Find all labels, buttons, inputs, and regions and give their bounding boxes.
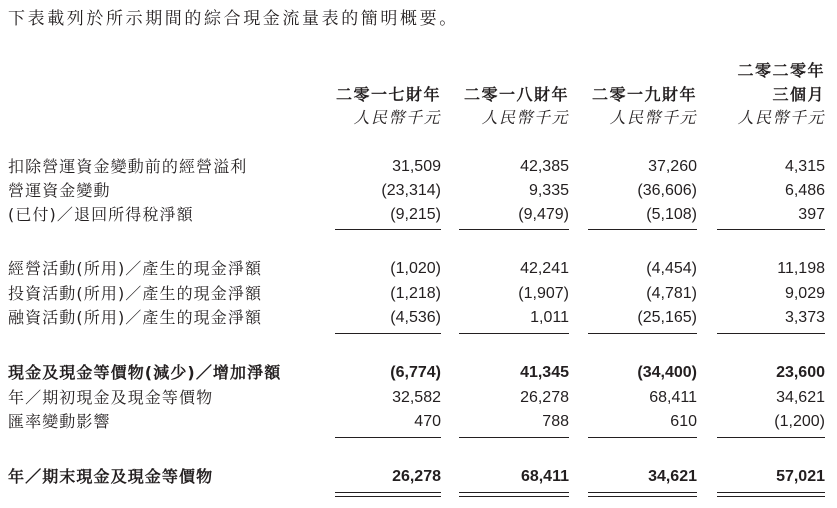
column-unit: 人民幣千元	[609, 108, 697, 127]
row-value: 34,621	[648, 468, 697, 485]
column-unit: 人民幣千元	[737, 108, 825, 127]
row-value: 9,029	[784, 285, 825, 302]
row-value: 42,241	[520, 260, 569, 277]
row-value: 37,260	[648, 158, 697, 175]
row-value: (1,218)	[390, 285, 441, 302]
total-double-rule	[717, 496, 825, 497]
row-value: 4,315	[784, 158, 825, 175]
row-value: (9,215)	[390, 206, 441, 223]
total-double-rule	[717, 492, 825, 493]
total-double-rule	[335, 496, 441, 497]
row-label: 年／期末現金及現金等價物	[8, 467, 214, 486]
subtotal-rule	[588, 229, 697, 230]
row-label: 融資活動(所用)／產生的現金淨額	[8, 308, 263, 327]
row-value: 3,373	[784, 309, 825, 326]
column-header: 三個月	[772, 85, 825, 104]
row-value: 41,345	[520, 364, 569, 381]
row-value: (1,200)	[774, 413, 825, 430]
subtotal-rule	[335, 229, 441, 230]
row-label: 扣除營運資金變動前的經營溢利	[8, 157, 248, 176]
row-value: 57,021	[776, 468, 825, 485]
row-value: (5,108)	[646, 206, 697, 223]
total-double-rule	[588, 492, 697, 493]
column-header: 二零一八財年	[463, 85, 569, 104]
subtotal-rule	[588, 333, 697, 334]
row-value: (36,606)	[637, 182, 697, 199]
total-double-rule	[459, 492, 569, 493]
row-label: (已付)／退回所得稅淨額	[8, 205, 194, 224]
column-header-line1: 二零二零年	[737, 61, 825, 80]
subtotal-rule	[588, 437, 697, 438]
total-double-rule	[335, 492, 441, 493]
row-value: (4,454)	[646, 260, 697, 277]
row-label: 現金及現金等價物(減少)／增加淨額	[8, 363, 282, 382]
column-header: 二零一七財年	[335, 85, 441, 104]
row-value: (4,781)	[646, 285, 697, 302]
subtotal-rule	[717, 437, 825, 438]
row-value: 788	[542, 413, 569, 430]
row-value: (4,536)	[390, 309, 441, 326]
intro-text: 下表載列於所示期間的綜合現金流量表的簡明概要。	[8, 9, 459, 29]
column-unit: 人民幣千元	[353, 108, 441, 127]
row-value: (6,774)	[390, 364, 441, 381]
row-label: 營運資金變動	[8, 181, 111, 200]
row-value: 610	[670, 413, 697, 430]
subtotal-rule	[717, 229, 825, 230]
total-double-rule	[588, 496, 697, 497]
row-label: 經營活動(所用)／產生的現金淨額	[8, 259, 263, 278]
subtotal-rule	[459, 229, 569, 230]
subtotal-rule	[717, 333, 825, 334]
subtotal-rule	[335, 437, 441, 438]
subtotal-rule	[459, 437, 569, 438]
row-label: 匯率變動影響	[8, 412, 111, 431]
row-label: 投資活動(所用)／產生的現金淨額	[8, 284, 263, 303]
row-value: 9,335	[528, 182, 569, 199]
row-value: 68,411	[649, 389, 697, 406]
row-value: 26,278	[392, 468, 441, 485]
row-value: 11,198	[777, 260, 825, 277]
column-unit: 人民幣千元	[481, 108, 569, 127]
subtotal-rule	[335, 333, 441, 334]
row-value: (34,400)	[637, 364, 697, 381]
row-value: 42,385	[520, 158, 569, 175]
row-value: (1,907)	[518, 285, 569, 302]
total-double-rule	[459, 496, 569, 497]
row-value: (25,165)	[637, 309, 697, 326]
row-value: (23,314)	[381, 182, 441, 199]
row-value: 31,509	[392, 158, 441, 175]
row-value: 397	[798, 206, 825, 223]
row-value: 6,486	[784, 182, 825, 199]
row-label: 年／期初現金及現金等價物	[8, 388, 214, 407]
row-value: 34,621	[776, 389, 825, 406]
row-value: 1,011	[530, 309, 569, 326]
row-value: (9,479)	[518, 206, 569, 223]
row-value: 23,600	[776, 364, 825, 381]
subtotal-rule	[459, 333, 569, 334]
column-header: 二零一九財年	[591, 85, 697, 104]
row-value: 68,411	[520, 468, 569, 485]
row-value: 32,582	[392, 389, 441, 406]
row-value: (1,020)	[390, 260, 441, 277]
row-value: 470	[414, 413, 441, 430]
row-value: 26,278	[520, 389, 569, 406]
